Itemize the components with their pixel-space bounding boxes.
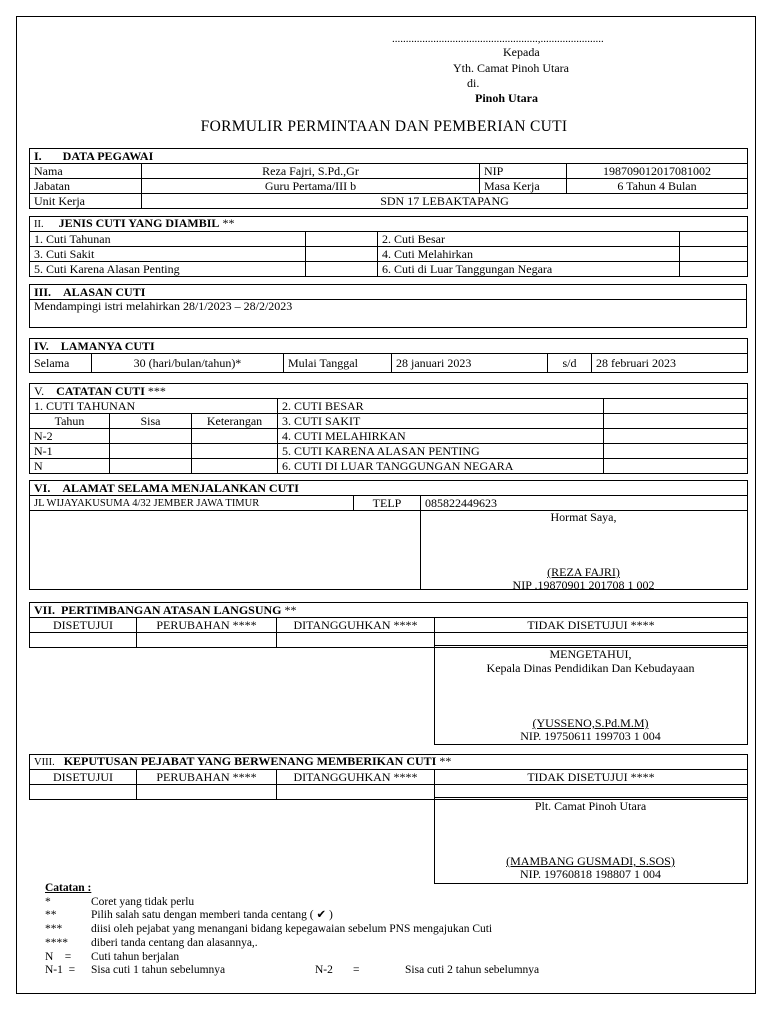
catatan-value: [604, 444, 748, 459]
sd-label: s/d: [548, 354, 592, 373]
nama-value: Reza Fajri, S.Pd.,Gr: [142, 164, 480, 179]
catatan-notes: [45, 882, 539, 978]
section-heading: VIII. KEPUTUSAN PEJABAT YANG BERWENANG MEMBERIKAN CUTI **: [30, 755, 748, 770]
jabatan-value: Guru Pertama/III b: [142, 179, 480, 194]
catatan-value: [604, 399, 748, 414]
nip-label: NIP: [480, 164, 567, 179]
col-disetujui: DISETUJUI: [30, 770, 137, 785]
unit-kerja-value: SDN 17 LEBAKTAPANG: [142, 194, 748, 209]
tahun-row-label: N-2: [30, 429, 110, 444]
section-catatan-cuti: [29, 383, 748, 474]
section-alasan-cuti: [29, 284, 747, 328]
catatan-item: 2. CUTI BESAR: [278, 399, 604, 414]
tanggal-mulai: 28 januari 2023: [392, 354, 548, 373]
cuti-option: 2. Cuti Besar: [378, 232, 680, 247]
alasan-text: Mendampingi istri melahirkan 28/1/2023 – 28/2/2023: [30, 300, 747, 328]
ditangguhkan-check[interactable]: [277, 633, 435, 648]
cuti-tahunan-label: 1. CUTI TAHUNAN: [30, 399, 278, 414]
note-item: N-1 = Sisa cuti 1 tahun sebelumnya N-2 = Sisa cuti 2 tahun sebelumnya: [45, 964, 540, 977]
section-heading: III. ALASAN CUTI: [30, 285, 747, 300]
cuti-check[interactable]: [306, 262, 378, 277]
col-perubahan: PERUBAHAN ****: [137, 618, 277, 633]
disetujui-check[interactable]: [30, 785, 137, 800]
hormat-saya: Hormat Saya,: [550, 510, 617, 524]
pemohon-name: (REZA FAJRI): [547, 565, 620, 579]
col-ditangguhkan: DITANGGUHKAN ****: [277, 618, 435, 633]
col-keterangan: Keterangan: [192, 414, 278, 429]
note-item: **** diberi tanda centang dan alasannya,.: [45, 936, 258, 949]
cuti-option: 1. Cuti Tahunan: [30, 232, 306, 247]
recipient: Yth. Camat Pinoh Utara: [453, 61, 569, 75]
selama-label: Selama: [30, 354, 92, 373]
pemohon-nip: NIP .19870901 201708 1 002: [512, 578, 655, 592]
atasan-jabatan: Kepala Dinas Pendidikan Dan Kebudayaan: [486, 661, 695, 675]
disetujui-check[interactable]: [30, 633, 137, 648]
section-data-pegawai: [29, 148, 748, 209]
ditangguhkan-check[interactable]: [277, 785, 435, 800]
di-label: di.: [467, 76, 480, 90]
note-item: *** diisi oleh pejabat yang menangani bidang kepegawaian sebelum PNS mengajukan Cuti: [45, 923, 493, 936]
date-placeholder: .....................................................,.......................: [392, 33, 604, 45]
telp-value: 085822449623: [421, 496, 748, 511]
pejabat-jabatan: Plt. Camat Pinoh Utara: [534, 799, 647, 813]
cuti-option: 3. Cuti Sakit: [30, 247, 306, 262]
cuti-option: 5. Cuti Karena Alasan Penting: [30, 262, 306, 277]
catatan-value: [604, 459, 748, 474]
keterangan-cell: [192, 459, 278, 474]
durasi-value: 30 (hari/bulan/tahun)*: [92, 354, 284, 373]
section-heading: V. CATATAN CUTI ***: [30, 384, 748, 399]
cuti-check[interactable]: [680, 262, 748, 277]
perubahan-check[interactable]: [137, 633, 277, 648]
sisa-cell: [110, 429, 192, 444]
catatan-item: 5. CUTI KARENA ALASAN PENTING: [278, 444, 604, 459]
section-keputusan-pejabat: [29, 754, 748, 800]
section-lamanya-cuti: [29, 338, 748, 373]
section-pertimbangan-atasan: [29, 602, 748, 648]
masa-kerja-label: Masa Kerja: [480, 179, 567, 194]
col-tahun: Tahun: [30, 414, 110, 429]
telp-label: TELP: [354, 496, 421, 511]
unit-kerja-label: Unit Kerja: [30, 194, 142, 209]
pejabat-nip: NIP. 19760818 198807 1 004: [519, 867, 661, 881]
note-item: N = Cuti tahun berjalan: [45, 950, 180, 963]
cuti-check[interactable]: [306, 247, 378, 262]
tahun-row-label: N: [30, 459, 110, 474]
mengetahui-label: MENGETAHUI,: [549, 647, 632, 661]
perubahan-check[interactable]: [137, 785, 277, 800]
catatan-value: [604, 414, 748, 429]
masa-kerja-value: 6 Tahun 4 Bulan: [567, 179, 748, 194]
section-heading: VII. PERTIMBANGAN ATASAN LANGSUNG **: [30, 603, 748, 618]
cuti-check[interactable]: [680, 247, 748, 262]
col-disetujui: DISETUJUI: [30, 618, 137, 633]
catatan-value: [604, 429, 748, 444]
notes-title: Catatan :: [45, 882, 92, 894]
sisa-cell: [110, 459, 192, 474]
col-sisa: Sisa: [110, 414, 192, 429]
alamat-blank: [30, 511, 421, 590]
mulai-label: Mulai Tanggal: [284, 354, 392, 373]
section-heading: VI. ALAMAT SELAMA MENJALANKAN CUTI: [30, 481, 748, 496]
catatan-item: 6. CUTI DI LUAR TANGGUNGAN NEGARA: [278, 459, 604, 474]
cuti-option: 6. Cuti di Luar Tanggungan Negara: [378, 262, 680, 277]
sisa-cell: [110, 444, 192, 459]
col-perubahan: PERUBAHAN ****: [137, 770, 277, 785]
col-tidak-disetujui: TIDAK DISETUJUI ****: [435, 618, 748, 633]
col-ditangguhkan: DITANGGUHKAN ****: [277, 770, 435, 785]
note-item: * Coret yang tidak perlu: [45, 895, 195, 908]
atasan-name: (YUSSENO,S.Pd.M.M): [532, 716, 649, 730]
keterangan-cell: [192, 429, 278, 444]
col-tidak-disetujui: TIDAK DISETUJUI ****: [435, 770, 748, 785]
tanggal-akhir: 28 februari 2023: [592, 354, 748, 373]
section-jenis-cuti: [29, 216, 748, 277]
keterangan-cell: [192, 444, 278, 459]
nip-value: 198709012017081002: [567, 164, 748, 179]
alamat-value: JL WIJAYAKUSUMA 4/32 JEMBER JAWA TIMUR: [30, 496, 354, 511]
form-title: FORMULIR PERMINTAAN DAN PEMBERIAN CUTI: [200, 118, 568, 135]
jabatan-label: Jabatan: [30, 179, 142, 194]
recipient-place: Pinoh Utara: [475, 91, 538, 105]
cuti-option: 4. Cuti Melahirkan: [378, 247, 680, 262]
catatan-item: 3. CUTI SAKIT: [278, 414, 604, 429]
section-heading: II. JENIS CUTI YANG DIAMBIL **: [30, 217, 748, 232]
section-heading: I. DATA PEGAWAI: [30, 149, 748, 164]
kepada-label: Kepada: [503, 45, 540, 59]
section-heading: IV. LAMANYA CUTI: [30, 339, 748, 354]
catatan-item: 4. CUTI MELAHIRKAN: [278, 429, 604, 444]
note-item: ** Pilih salah satu dengan memberi tanda centang ( ✔ ): [45, 909, 333, 922]
cuti-check[interactable]: [306, 232, 378, 247]
tahun-row-label: N-1: [30, 444, 110, 459]
pejabat-name: (MAMBANG GUSMADI, S.SOS): [506, 854, 675, 868]
cuti-check[interactable]: [680, 232, 748, 247]
nama-label: Nama: [30, 164, 142, 179]
atasan-nip: NIP. 19750611 199703 1 004: [520, 729, 661, 743]
